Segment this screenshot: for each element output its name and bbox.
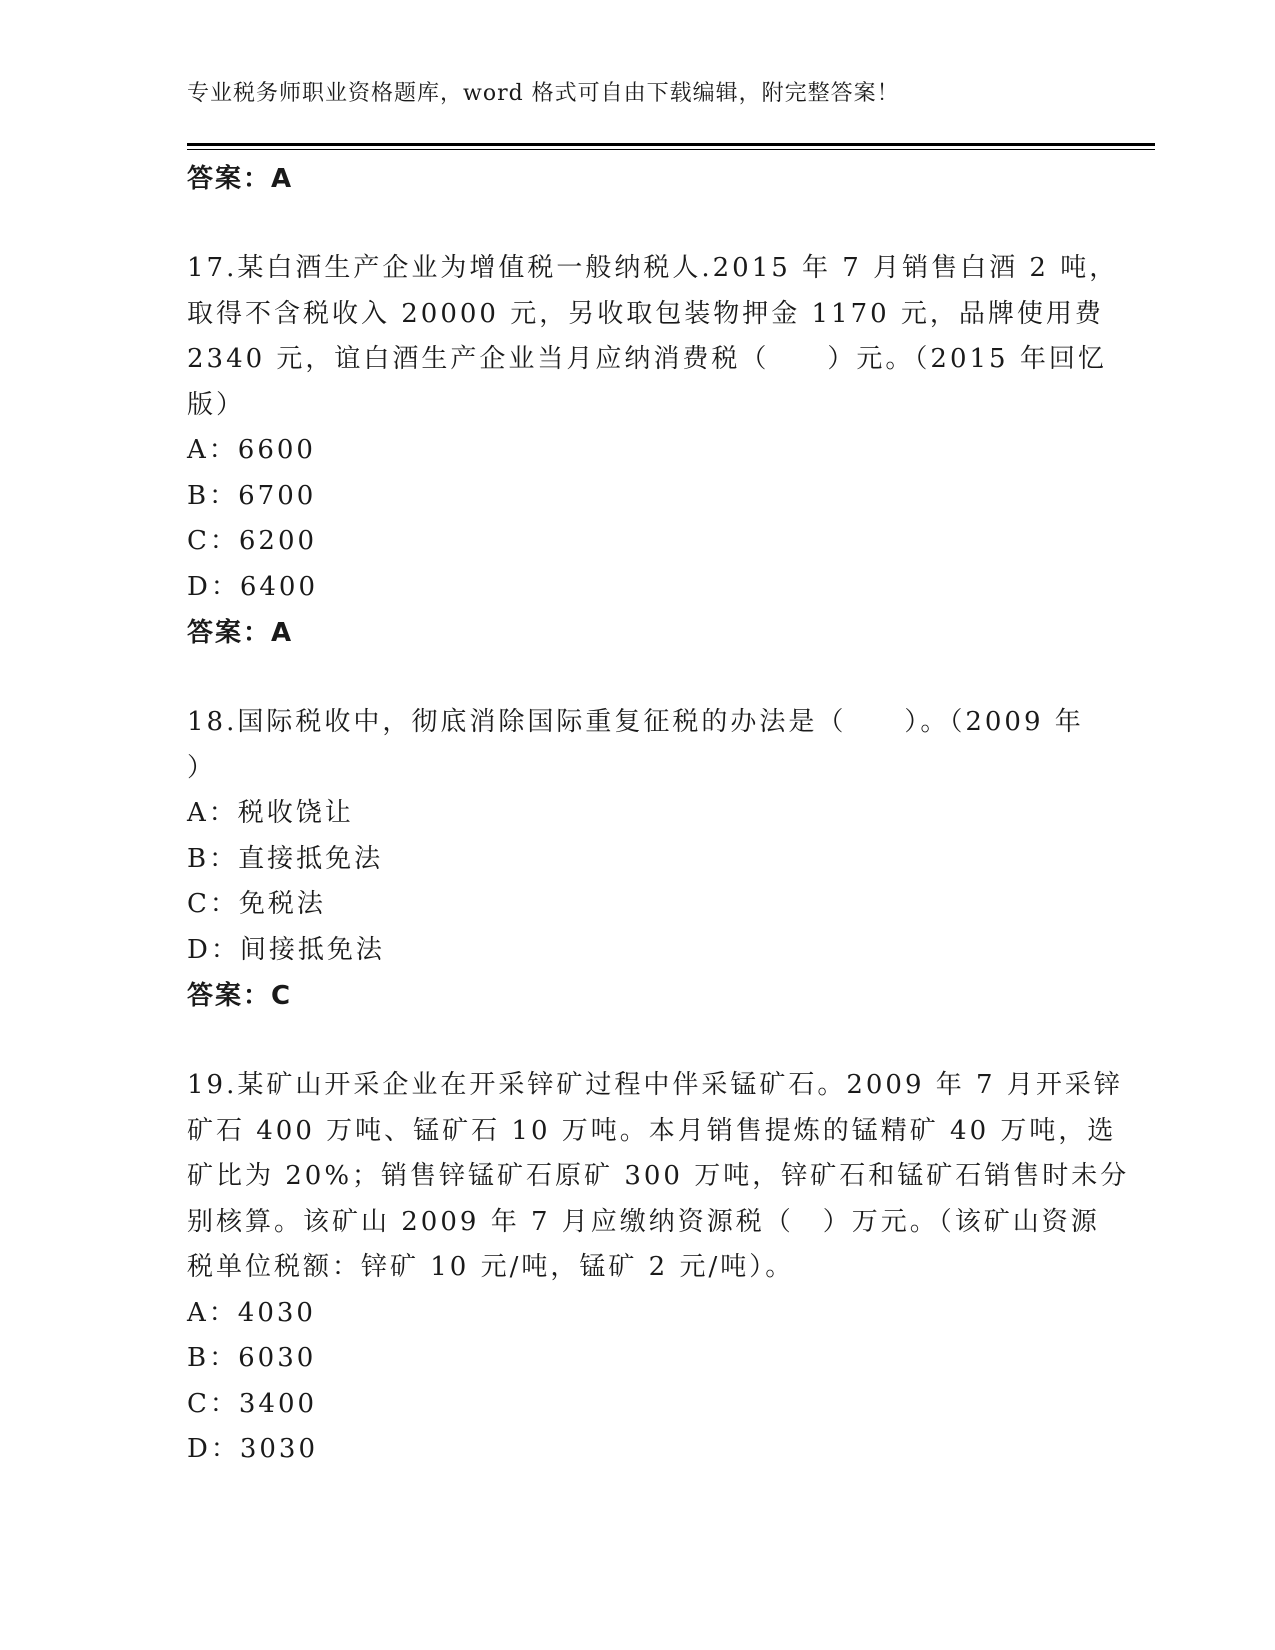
question-block: [187, 1063, 1130, 1473]
question-stem-line: 版）: [187, 389, 246, 420]
question-stem-line: 19.某矿山开采企业在开采锌矿过程中伴采锰矿石。2009 年 7 月开采锌: [187, 1070, 1123, 1100]
question-stem-line: 矿石 400 万吨、锰矿石 10 万吨。本月销售提炼的锰精矿 40 万吨，选: [187, 1115, 1117, 1146]
answer-line: 答案：C: [187, 981, 293, 1011]
document-content: [187, 156, 1130, 1473]
question-block: [187, 700, 1087, 1019]
answer-option: C：6200: [187, 526, 318, 556]
question-list: [187, 246, 1130, 1473]
answer-option: C：免税法: [187, 889, 326, 919]
header-divider-thin: [187, 149, 1155, 150]
answer-option: C：3400: [187, 1388, 318, 1419]
question-stem-line: ）: [187, 752, 217, 783]
answer-line: 答案：A: [187, 618, 294, 648]
question-block: [187, 246, 1119, 656]
answer-option: D：3030: [187, 1434, 319, 1464]
answer-option: B：直接抵免法: [187, 843, 384, 874]
question-stem-line: 矿比为 20%；销售锌锰矿石原矿 300 万吨，锌矿石和锰矿石销售时未分: [187, 1161, 1130, 1191]
answer-option: A：4030: [187, 1297, 316, 1328]
question-stem: [187, 246, 1119, 428]
question-stem-line: 取得不含税收入 20000 元，另收取包装物押金 1170 元，品牌使用费: [187, 298, 1104, 329]
question-stem-line: 18.国际税收中，彻底消除国际重复征税的办法是（ ）。（2009 年: [187, 707, 1084, 737]
question-stem-line: 别核算。该矿山 2009 年 7 月应缴纳资源税（ ）万元。（该矿山资源: [187, 1206, 1100, 1237]
answer-line: 答案：A: [187, 164, 294, 194]
answer-option: A：6600: [187, 435, 316, 465]
header-divider: [187, 143, 1155, 146]
answer-option: A：税收饶让: [187, 798, 354, 828]
question-stem: [187, 1063, 1130, 1291]
answer-option: B：6700: [187, 480, 317, 511]
question-stem-line: 税单位税额：锌矿 10 元/吨，锰矿 2 元/吨）。: [187, 1252, 795, 1282]
answer-option: D：6400: [187, 571, 319, 602]
question-stem-line: 17.某白酒生产企业为增值税一般纳税人.2015 年 7 月销售白酒 2 吨，: [187, 253, 1119, 283]
page-header: 专业税务师职业资格题库，word 格式可自由下载编辑，附完整答案！: [187, 81, 900, 106]
question-stem-line: 2340 元，谊白酒生产企业当月应纳消费税（ ）元。（2015 年回忆: [187, 344, 1107, 374]
question-stem: [187, 700, 1087, 791]
answer-option: B：6030: [187, 1343, 317, 1373]
answer-option: D：间接抵免法: [187, 934, 385, 965]
